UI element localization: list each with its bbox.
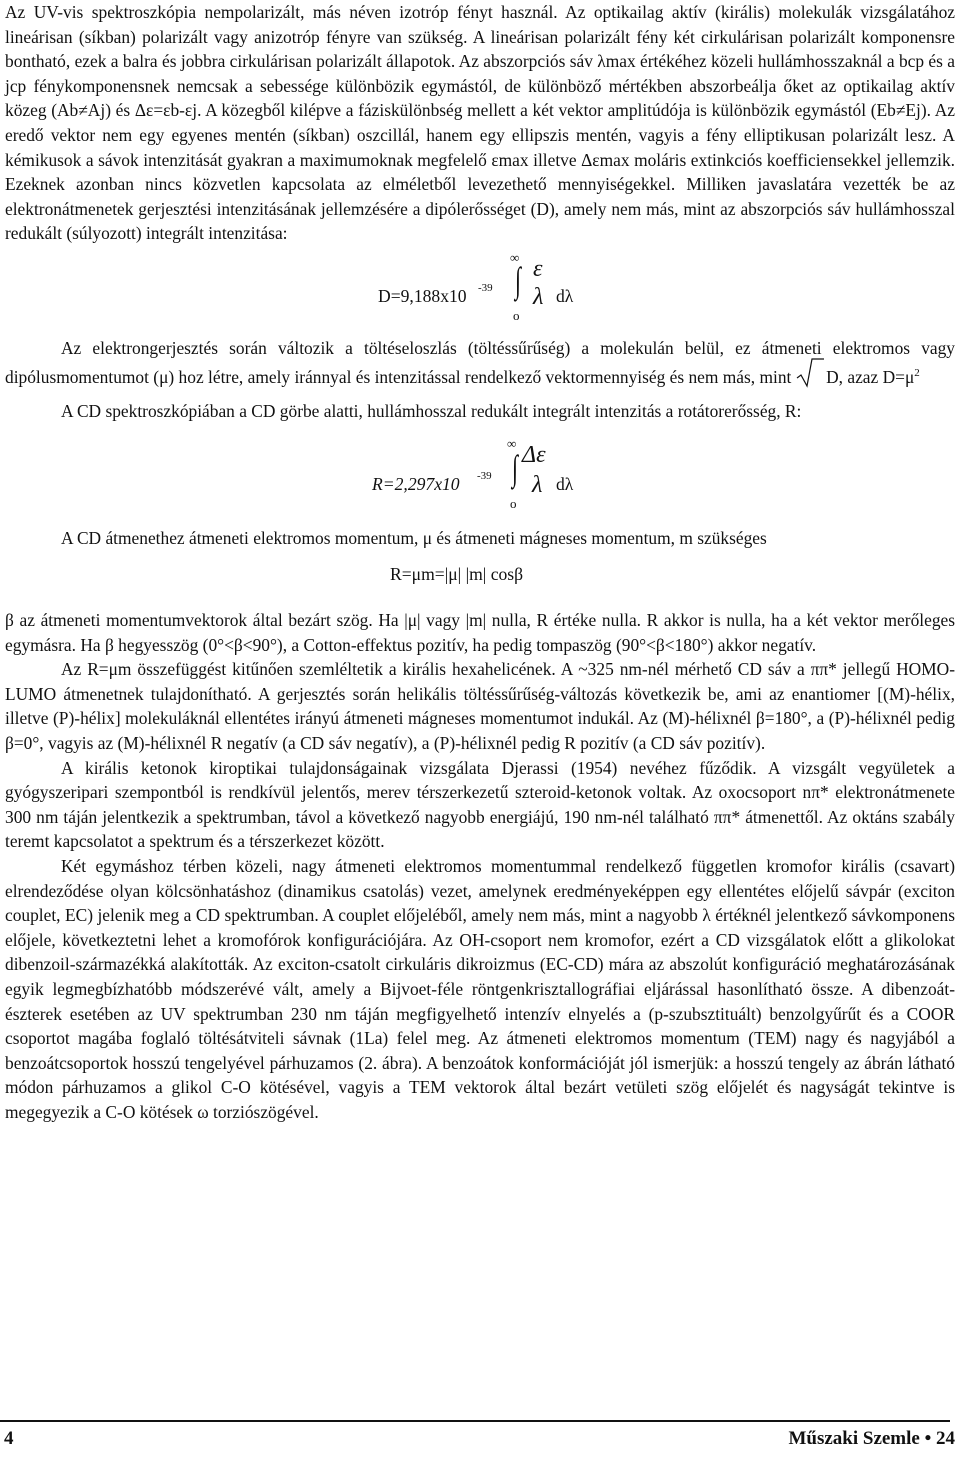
- eq-lower-limit: o: [513, 307, 520, 323]
- eq-lhs: R=2,297x10: [372, 473, 460, 494]
- eq-exponent: -39: [478, 281, 493, 294]
- equation-rotational-strength: [5, 424, 955, 520]
- eq-exponent: -39: [477, 469, 492, 482]
- integral-sign-icon: ∫: [512, 447, 518, 488]
- article-body: [5, 0, 955, 1125]
- eq-upper-limit: ∞: [507, 435, 517, 451]
- journal-name: Műszaki Szemle • 24: [788, 1428, 955, 1449]
- paragraph-ketones: A királis ketonok kiroptikai tulajdonságainak vizsgálata Djerassi (1954) nevéhez fűződik. A vizsgált vegyületek a gyógyszeripari szempontból is rendkívül jelentős, merev térszerkezetű szteroid-ketonok voltak. Az oxocsoport nπ* elektronátmenete 300 nm táján jelentkezik a spektrumban, távol a következő nagyobb energiájú, 190 nm-nél található ππ* átmenettől. Az oktáns szabály teremt kapcsolatot a spektrum és a térszerkezet között.: [5, 757, 955, 852]
- eq-numerator: Δε: [522, 441, 546, 468]
- paragraph-beta-angle: β az átmeneti momentumvektorok által bezárt szög. Ha |μ| vagy |m| nulla, R értéke nulla. R akkor is nulla, ha a két vektor merőleges egymásra. Ha β hegyesszög (0°<β<90°), a Cotton-effektus pozitív, ha pedig tompaszög (90°<β<180°) akkor negatív.: [5, 610, 955, 655]
- page-number: 4: [4, 1428, 14, 1449]
- paragraph-moments: A CD átmenethez átmeneti elektromos momentum, μ és átmeneti mágneses momentum, m szükséges: [61, 527, 767, 548]
- eq-differential: dλ: [556, 285, 574, 306]
- eq-upper-limit: ∞: [510, 249, 520, 265]
- paragraph-transition-moment: Az elektrongerjesztés során változik a töltéseloszlás (töltéssűrűség) a molekulán belül, ez átmeneti elektromos vagy dipólusmomentumot (μ) hoz létre, amely iránnyal és intenzitással rendelkező vektormennyiség és nem más, mint D, azaz $D=\mu^2$: [5, 337, 955, 387]
- eq-differential: dλ: [556, 473, 574, 494]
- eq-denominator: λ: [532, 471, 543, 498]
- paragraph-intro: Az UV-vis spektroszkópia nempolarizált, más néven izotróp fényt használ. Az optikailag aktív (királis) molekulák vizsgálatához lineárisan (síkban) polarizált vagy anizotróp fényre van szükség. A lineárisan polarizált fény két cirkulárisan polarizált komponensre bontható, ezek a balra és jobbra cirkulárisan polarizált állapotok. Az abszorpciós sáv λmax értékéhez közeli hullámhosszaknál a bcp és a jcp fénykomponensnek nemcsak a sebessége különbözik egymástól, de különböző mértékben abszorbeálja őket az optikailag aktív közeg (Ab≠Aj) és Δε=εb-εj. A közegből kilépve a fáziskülönbség mellett a két vektor amplitúdója is különbözik egymástól (Eb≠Ej). Az eredő vektor nem egy egyenes mentén (síkban) oszcillál, hanem egy ellipszis mentén, vagyis a fény elliptikusan polarizált lesz. A kémikusok a sávok intenzitását gyakran a maximumoknak megfelelő εmax illetve Δεmax moláris extinkciós koefficiensekkel jellemzik. Ezeknek azonban nincs közvetlen kapcsolata az elméletből levezethető mennyiségekkel. Milliken javaslatára vezették be az elektronátmenetek gerjesztési intenzitásának jellemzésére a dipólerősséget (D), amely nem más, mint az abszorpciós sáv hullámhosszal redukált (súlyozott) integrált intenzitása:: [5, 2, 955, 244]
- integral-sign-icon: ∫: [515, 259, 521, 300]
- eq-lhs: D=9,188x10: [378, 285, 467, 306]
- equation-dipole-strength: [5, 246, 955, 330]
- eq-lower-limit: o: [510, 495, 517, 511]
- paragraph-hexahelicene: Az R=μm összefüggést kitűnően szemléltetik a királis hexahelicének. A ~325 nm-nél mérhető CD sáv a ππ* jellegű HOMO-LUMO átmenetnek tulajdonítható. A gerjesztés során helikális töltéssűrűség-változás következik be, ami az enantiomer [(M)-hélix, illetve (P)-hélix] molekuláknál ellentétes irányú átmeneti mágneses momentumot indukál. Az (M)-hélixnél β=180°, a (P)-hélixnél pedig β=0°, vagyis az (M)-hélixnél R negatív (a CD sáv negatív), a (P)-hélixnél pedig R pozitív (a CD sáv pozitív).: [5, 659, 955, 754]
- eq-numerator: ε: [533, 255, 543, 282]
- page-footer: [0, 1420, 955, 1449]
- eq-denominator: λ: [533, 283, 544, 310]
- paragraph-exciton: Két egymáshoz térben közeli, nagy átmeneti elektromos momentummal rendelkező független kromofor királis (csavart) elrendeződése olyan kölcsönhatáshoz (dinamikus csatolás) vezet, amelynek eredményeképpen egy ellentétes előjelű sávpár (exciton couplet, EC) jelenik meg a CD spektrumban. A couplet előjeléből, amely nem más, mint a nagyobb λ értéknél jelentkező sávkomponens előjele, következtetni lehet a kromofórok konfigurációjára. Az OH-csoport nem kromofor, ezért a CD vizsgálatok előtt a glikolokat dibenzoil-származékká alakították. Az exciton-csatolt cirkuláris dikroizmus (EC-CD) mára az abszolút konfiguráció meghatározásának egyik legmegbízhatóbb módszerévé vált, amely a Bijvoet-féle röntgenkrisztallográfiai eljárással hasonlítható össze. A dibenzoát-észterek esetében az UV spektrumban 230 nm táján megfigyelhető intenzív elnyelés a (p-szubsztituált) benzolgyűrűt és a COOR csoportot magába foglaló töltésátviteli sávnak (1La) felel meg. Az átmeneti elektromos momentum (TEM) nagy és nagyjából a benzoátcsoportok hosszú tengelyével párhuzamos (2. ábra). A benzoátok konformációját jól ismerjük: a hosszú tengely az ábrán látható módon párhuzamos a glikol C-O kötésével, vagyis a TEM vektorok által bezárt vetületi szög előjelét és nagyságát tekintve is megegyezik a C-O kötések ω torziószögével.: [5, 856, 955, 1122]
- equation-r-mu-m: R=μm=|μ| |m| cosβ: [390, 564, 524, 585]
- square-root-icon: [796, 364, 822, 386]
- paragraph-rotational-strength: A CD spektroszkópiában a CD görbe alatti, hullámhosszal redukált integrált intenzitás a rotátorerősség, R:: [61, 400, 802, 421]
